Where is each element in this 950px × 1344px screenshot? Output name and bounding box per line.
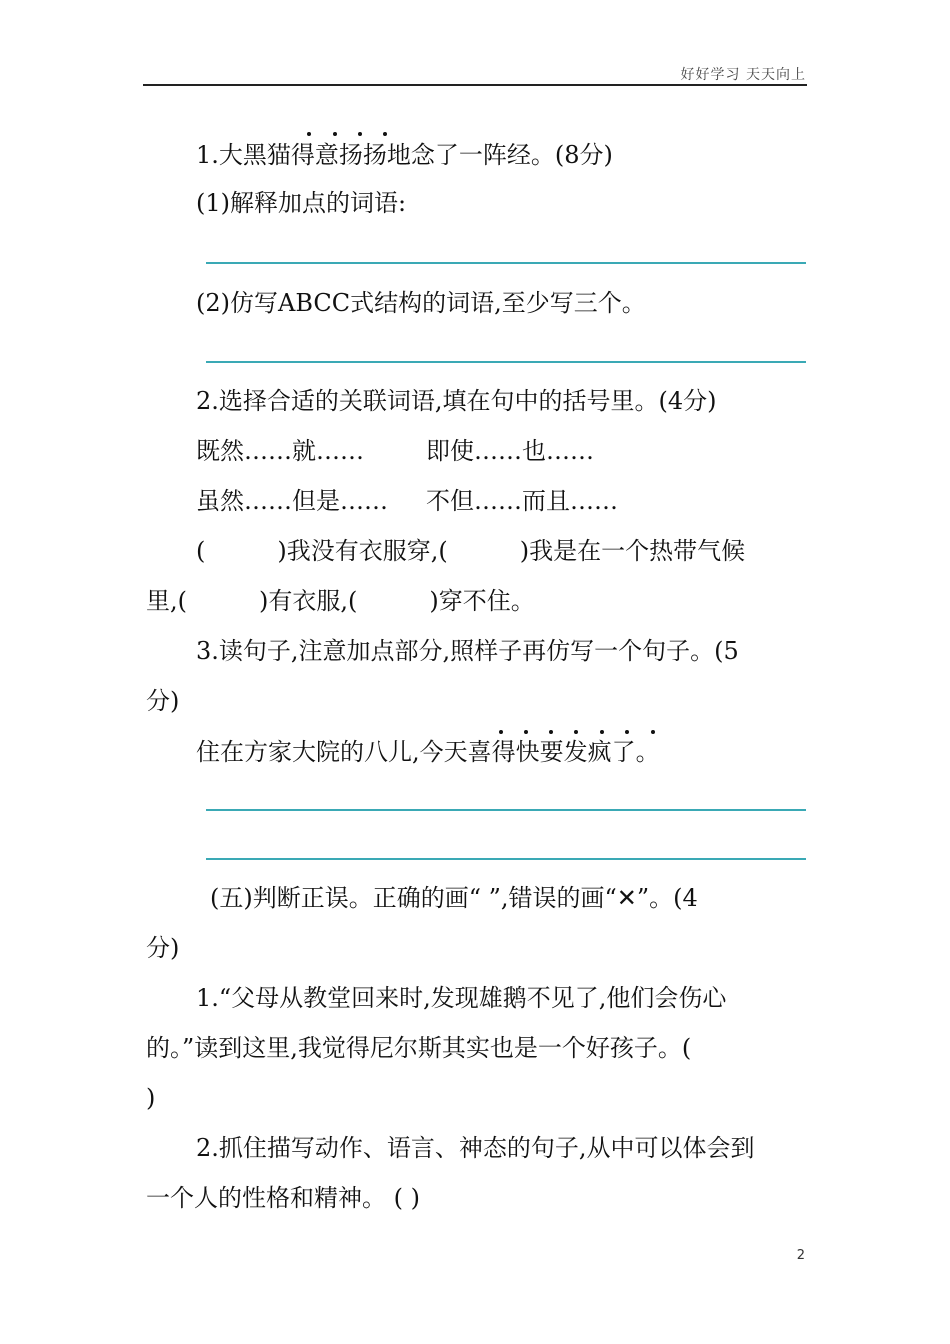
emphasis-dot bbox=[499, 730, 503, 734]
judgment-item-1-cont: 的。”读到这里,我觉得尼尔斯其实也是一个好孩子。( bbox=[146, 1034, 692, 1062]
emphasis-dot bbox=[600, 730, 604, 734]
emphasis-dot bbox=[651, 730, 655, 734]
header-rule bbox=[143, 84, 807, 86]
emphasis-dot bbox=[524, 730, 528, 734]
answer-line[interactable] bbox=[206, 262, 806, 264]
question-3-title: 3.读句子,注意加点部分,照样子再仿写一个句子。(5 bbox=[196, 637, 739, 665]
fill-blank-sentence-line-2: 里,( )有衣服,( )穿不住。 bbox=[146, 587, 535, 615]
question-1-part-1: (1)解释加点的词语: bbox=[196, 189, 407, 217]
emphasis-dot bbox=[574, 730, 578, 734]
conjunction-option: 不但……而且…… bbox=[426, 487, 618, 515]
judgment-item-1-answer[interactable]: ) bbox=[146, 1084, 156, 1112]
judgment-item-2-cont: 一个人的性格和精神。 ( ) bbox=[146, 1184, 420, 1212]
question-1-title: 1.大黑猫得意扬扬地念了一阵经。(8分) bbox=[196, 141, 613, 169]
emphasis-dot bbox=[549, 730, 553, 734]
question-2-title: 2.选择合适的关联词语,填在句中的括号里。(4分) bbox=[196, 387, 717, 415]
emphasis-dot bbox=[307, 132, 311, 136]
answer-line[interactable] bbox=[206, 361, 806, 363]
emphasis-dot bbox=[333, 132, 337, 136]
section-5-title: (五)判断正误。正确的画“ ”,错误的画“✕”。(4 bbox=[210, 884, 698, 912]
judgment-item-1: 1.“父母从教堂回来时,发现雄鹅不见了,他们会伤心 bbox=[196, 984, 727, 1012]
emphasis-dot bbox=[358, 132, 362, 136]
page-number: 2 bbox=[796, 1248, 805, 1263]
example-sentence: 住在方家大院的八儿,今天喜得快要发疯了。 bbox=[196, 738, 660, 766]
emphasis-dot bbox=[625, 730, 629, 734]
judgment-item-2: 2.抓住描写动作、语言、神态的句子,从中可以体会到 bbox=[196, 1134, 755, 1162]
answer-line[interactable] bbox=[206, 858, 806, 860]
answer-line[interactable] bbox=[206, 809, 806, 811]
fill-blank-sentence-line-1: ( )我没有衣服穿,( )我是在一个热带气候 bbox=[196, 537, 746, 565]
conjunction-option: 既然……就…… bbox=[196, 437, 364, 465]
emphasis-dot bbox=[383, 132, 387, 136]
section-5-title-cont: 分) bbox=[146, 934, 180, 962]
question-3-title-cont: 分) bbox=[146, 687, 180, 715]
conjunction-option: 即使……也…… bbox=[426, 437, 594, 465]
conjunction-option: 虽然……但是…… bbox=[196, 487, 388, 515]
question-1-part-2: (2)仿写ABCC式结构的词语,至少写三个。 bbox=[196, 289, 646, 317]
header-slogan: 好好学习 天天向上 bbox=[680, 67, 806, 83]
